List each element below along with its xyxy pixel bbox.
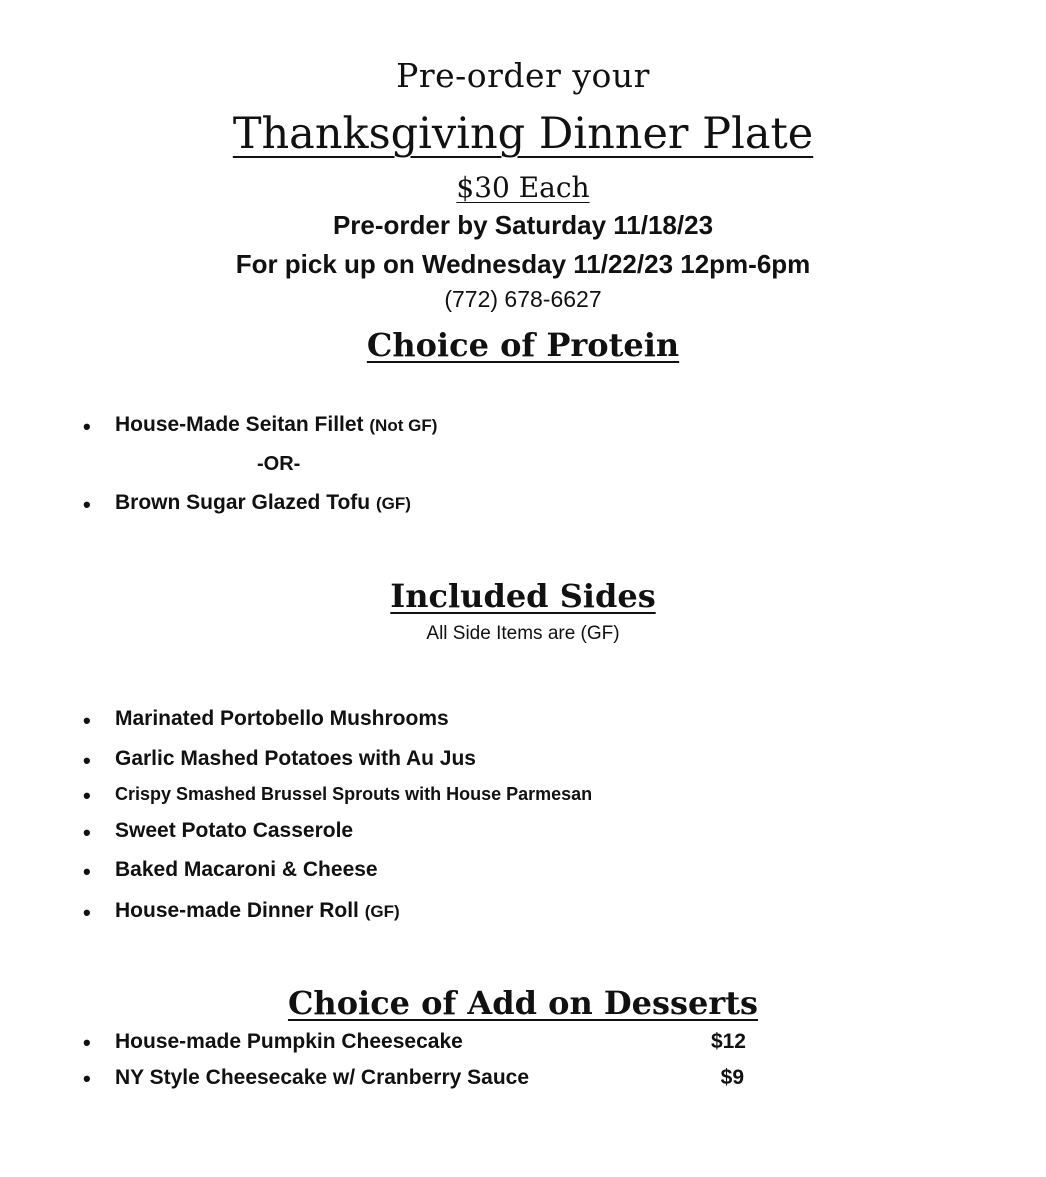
side-item-tag: (GF) (364, 902, 400, 921)
protein-item-label: Brown Sugar Glazed Tofu (115, 491, 371, 514)
bullet-icon: • (83, 820, 91, 845)
page-title-text: Thanksgiving Dinner Plate (232, 109, 814, 159)
side-item: Marinated Portobello Mushrooms (115, 707, 449, 730)
bullet-icon: • (83, 748, 91, 773)
protein-item-tofu (115, 491, 411, 515)
phone-number: (772) 678-6627 (444, 286, 602, 312)
protein-section-title-text: Choice of Protein (366, 326, 680, 364)
bullet-icon: • (83, 708, 91, 733)
side-item: Crispy Smashed Brussel Sprouts with House Parmesan (115, 784, 593, 804)
plate-price-text: $30 Each (456, 171, 590, 204)
side-item: Sweet Potato Casserole (115, 819, 354, 842)
bullet-icon: • (83, 783, 91, 808)
protein-item-tag: (GF) (375, 494, 411, 513)
preorder-deadline: Pre-order by Saturday 11/18/23 (332, 210, 714, 240)
bullet-icon: • (83, 1030, 91, 1055)
desserts-section-title (0, 984, 1046, 1022)
protein-item-seitan (115, 413, 437, 437)
bullet-icon: • (83, 492, 91, 517)
dessert-item-label: NY Style Cheesecake w/ Cranberry Sauce (115, 1066, 530, 1089)
sides-note: All Side Items are (GF) (426, 623, 620, 644)
page-title (0, 109, 1046, 159)
side-item-label: House-made Dinner Roll (115, 899, 359, 922)
dessert-item-price: $12 (710, 1030, 746, 1053)
protein-section-title (0, 326, 1046, 364)
bullet-icon: • (83, 900, 91, 925)
protein-item-label: House-Made Seitan Fillet (115, 413, 364, 436)
side-item: Garlic Mashed Potatoes with Au Jus (115, 747, 476, 770)
side-item: Baked Macaroni & Cheese (115, 858, 378, 881)
protein-separator: -OR- (257, 453, 301, 475)
pre-title: Pre-order your (396, 56, 650, 95)
bullet-icon: • (83, 1066, 91, 1091)
plate-price (0, 171, 1046, 204)
desserts-section-title-text: Choice of Add on Desserts (287, 984, 759, 1022)
protein-item-tag: (Not GF) (369, 416, 438, 435)
pickup-info: For pick up on Wednesday 11/22/23 12pm-6pm (235, 249, 811, 279)
bullet-icon: • (83, 859, 91, 884)
sides-section-title (0, 577, 1046, 615)
dessert-item-label: House-made Pumpkin Cheesecake (115, 1030, 463, 1053)
dessert-item-price: $9 (720, 1066, 744, 1089)
sides-section-title-text: Included Sides (390, 577, 656, 615)
side-item (115, 899, 400, 923)
bullet-icon: • (83, 414, 91, 439)
